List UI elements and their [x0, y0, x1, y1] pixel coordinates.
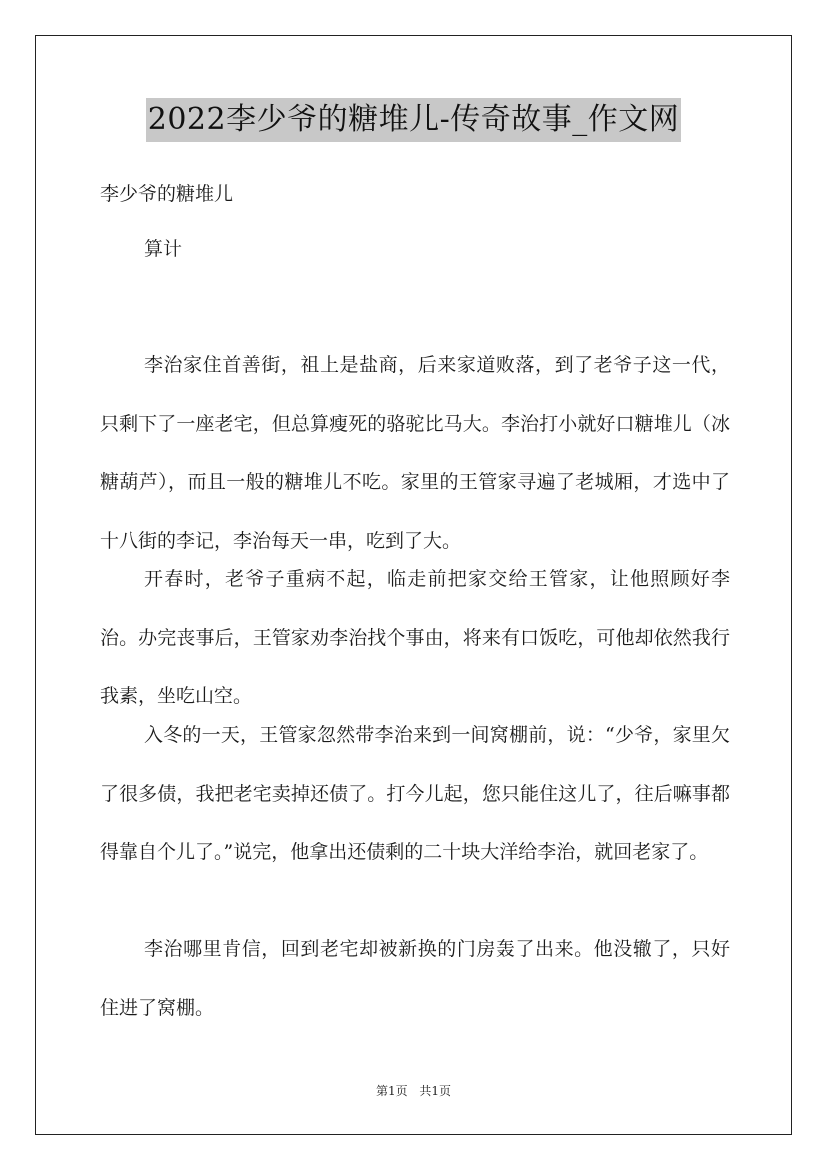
- page-number: 第1页: [375, 1084, 408, 1098]
- page-total: 共1页: [419, 1084, 452, 1098]
- paragraph-3: 入冬的一天，王管家忽然带李治来到一间窝棚前，说：“少爷，家里欠了很多债，我把老宅卖掉还债了。打今儿起，您只能住这儿了，往后嘛事都得靠自个儿了。”说完，他拿出还债剩的二十块大洋给李治，就回老家了。: [100, 724, 730, 863]
- page-footer: [0, 1082, 827, 1099]
- paragraph-4: 李治哪里肯信，回到老宅却被新换的门房轰了出来。他没辙了，只好住进了窝棚。: [100, 938, 730, 1019]
- paragraph-1: 李治家住首善街，祖上是盐商，后来家道败落，到了老爷子这一代，只剩下了一座老宅，但总算瘦死的骆驼比马大。李治打小就好口糖堆儿（冰糖葫芦），而且一般的糖堆儿不吃。家里的王管家寻遍了老城厢，才选中了十八街的李记，李治每天一串，吃到了大。: [100, 354, 730, 552]
- paragraph-2: 开春时，老爷子重病不起，临走前把家交给王管家，让他照顾好李治。办完丧事后，王管家劝李治找个事由，将来有口饭吃，可他却依然我行我素，坐吃山空。: [100, 568, 730, 707]
- article-subtitle: 李少爷的糖堆儿: [100, 183, 234, 205]
- document-title: 2022李少爷的糖堆儿-传奇故事_作文网: [146, 98, 681, 142]
- section-heading: 算计: [144, 238, 183, 260]
- title-container: [0, 98, 827, 142]
